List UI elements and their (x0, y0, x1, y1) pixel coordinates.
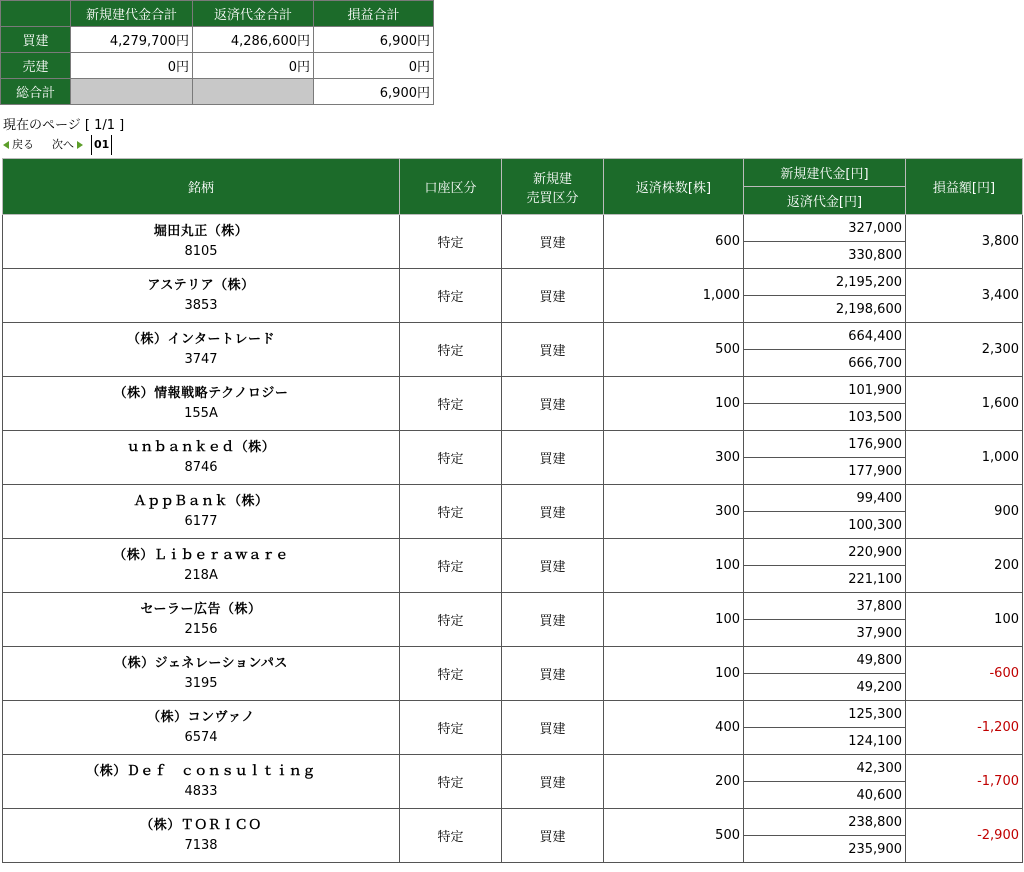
summary-header-close: 返済代金合計 (193, 1, 314, 27)
stock-name[interactable]: 堀田丸正（株） (153, 223, 249, 239)
stock-code: 3853 (184, 297, 218, 313)
stock-cell (3, 485, 400, 539)
account-type: 特定 (400, 539, 502, 593)
stock-code: 8746 (184, 459, 218, 475)
summary-row-label: 買建 (1, 27, 71, 53)
table-row (3, 485, 1023, 512)
open-amount: 664,400 (744, 323, 906, 350)
close-amount: 666,700 (744, 350, 906, 377)
close-amount: 235,900 (744, 836, 906, 863)
stock-cell (3, 215, 400, 269)
account-type: 特定 (400, 701, 502, 755)
trade-type: 買建 (502, 809, 604, 863)
close-amount: 37,900 (744, 620, 906, 647)
summary-cell: 0円 (314, 53, 434, 79)
stock-cell (3, 755, 400, 809)
summary-corner (1, 1, 71, 27)
summary-row-buy (1, 27, 434, 53)
open-amount: 125,300 (744, 701, 906, 728)
trade-type: 買建 (502, 323, 604, 377)
summary-cell: 0円 (71, 53, 193, 79)
summary-cell: 4,286,600円 (193, 27, 314, 53)
stock-code: 3195 (184, 675, 218, 691)
close-amount: 221,100 (744, 566, 906, 593)
stock-cell (3, 593, 400, 647)
stock-code: 4833 (184, 783, 218, 799)
triangle-left-icon (3, 141, 9, 149)
stock-cell (3, 377, 400, 431)
open-amount: 101,900 (744, 377, 906, 404)
account-type: 特定 (400, 593, 502, 647)
close-shares: 300 (604, 431, 744, 485)
open-amount: 99,400 (744, 485, 906, 512)
account-type: 特定 (400, 809, 502, 863)
account-type: 特定 (400, 647, 502, 701)
account-type: 特定 (400, 485, 502, 539)
stock-cell (3, 701, 400, 755)
profit-loss: 3,400 (906, 269, 1023, 323)
profit-loss: -600 (906, 647, 1023, 701)
account-type: 特定 (400, 323, 502, 377)
profit-loss: -1,700 (906, 755, 1023, 809)
open-amount: 2,195,200 (744, 269, 906, 296)
stock-name[interactable]: セーラー広告（株） (140, 601, 262, 617)
table-row (3, 809, 1023, 836)
summary-table (0, 0, 434, 105)
summary-cell: 6,900円 (314, 79, 434, 105)
trade-type: 買建 (502, 647, 604, 701)
stock-name[interactable]: （株）Ｄｅｆ ｃｏｎｓｕｌｔｉｎｇ (86, 763, 316, 779)
table-row (3, 755, 1023, 782)
summary-cell: 6,900円 (314, 27, 434, 53)
close-shares: 600 (604, 215, 744, 269)
header-trade (502, 159, 604, 215)
stock-code: 6574 (184, 729, 218, 745)
close-shares: 300 (604, 485, 744, 539)
open-amount: 42,300 (744, 755, 906, 782)
summary-row-label: 売建 (1, 53, 71, 79)
header-trade-line2: 売買区分 (526, 190, 579, 206)
close-shares: 1,000 (604, 269, 744, 323)
header-account: 口座区分 (400, 159, 502, 215)
close-amount: 40,600 (744, 782, 906, 809)
stock-code: 8105 (184, 243, 218, 259)
close-amount: 177,900 (744, 458, 906, 485)
table-row (3, 377, 1023, 404)
stock-code: 155A (184, 405, 218, 421)
stock-cell (3, 539, 400, 593)
account-type: 特定 (400, 431, 502, 485)
header-pl: 損益額[円] (906, 159, 1023, 215)
stock-cell (3, 431, 400, 485)
close-amount: 100,300 (744, 512, 906, 539)
stock-cell (3, 647, 400, 701)
open-amount: 176,900 (744, 431, 906, 458)
trade-type: 買建 (502, 701, 604, 755)
open-amount: 238,800 (744, 809, 906, 836)
summary-row-total (1, 79, 434, 105)
header-name: 銘柄 (3, 159, 400, 215)
current-page-label: 現在のページ [ 1/1 ] (3, 118, 125, 133)
open-amount: 327,000 (744, 215, 906, 242)
table-row (3, 431, 1023, 458)
stock-code: 2156 (184, 621, 218, 637)
stock-code: 3747 (184, 351, 218, 367)
summary-row-sell (1, 53, 434, 79)
trade-type: 買建 (502, 485, 604, 539)
close-amount: 2,198,600 (744, 296, 906, 323)
close-shares: 100 (604, 593, 744, 647)
pagination (3, 117, 124, 155)
profit-loss: 900 (906, 485, 1023, 539)
close-amount: 49,200 (744, 674, 906, 701)
table-row (3, 269, 1023, 296)
table-row (3, 593, 1023, 620)
profit-loss: 100 (906, 593, 1023, 647)
trade-type: 買建 (502, 377, 604, 431)
close-amount: 330,800 (744, 242, 906, 269)
trade-type: 買建 (502, 539, 604, 593)
profit-loss: 2,300 (906, 323, 1023, 377)
profit-loss: -2,900 (906, 809, 1023, 863)
stock-code: 6177 (184, 513, 218, 529)
profit-loss: 1,000 (906, 431, 1023, 485)
stock-name[interactable]: （株）Ｌｉｂｅｒａｗａｒｅ (113, 547, 289, 563)
header-trade-line1: 新規建 (532, 171, 572, 187)
profit-loss: 3,800 (906, 215, 1023, 269)
page-number-link[interactable]: 01 (91, 135, 112, 155)
trade-type: 買建 (502, 269, 604, 323)
trade-type: 買建 (502, 755, 604, 809)
trade-type: 買建 (502, 593, 604, 647)
stock-name[interactable]: （株）インタートレード (127, 331, 275, 347)
header-open-amount: 新規建代金[円] (744, 159, 906, 187)
trade-type: 買建 (502, 215, 604, 269)
stock-name[interactable]: （株）ＴＯＲＩＣＯ (140, 817, 262, 833)
summary-header-open: 新規建代金合計 (71, 1, 193, 27)
open-amount: 220,900 (744, 539, 906, 566)
table-row (3, 215, 1023, 242)
stock-code: 218A (184, 567, 218, 583)
summary-cell: 4,279,700円 (71, 27, 193, 53)
positions-table (2, 158, 1023, 863)
open-amount: 49,800 (744, 647, 906, 674)
close-shares: 200 (604, 755, 744, 809)
close-shares: 100 (604, 377, 744, 431)
table-row (3, 701, 1023, 728)
summary-cell-empty (71, 79, 193, 105)
account-type: 特定 (400, 377, 502, 431)
triangle-right-icon (77, 141, 83, 149)
profit-loss: -1,200 (906, 701, 1023, 755)
header-close-amount: 返済代金[円] (744, 187, 906, 215)
table-row (3, 539, 1023, 566)
summary-cell: 0円 (193, 53, 314, 79)
trade-type: 買建 (502, 431, 604, 485)
stock-cell (3, 323, 400, 377)
close-amount: 124,100 (744, 728, 906, 755)
table-row (3, 647, 1023, 674)
close-shares: 500 (604, 809, 744, 863)
summary-cell-empty (193, 79, 314, 105)
account-type: 特定 (400, 269, 502, 323)
profit-loss: 1,600 (906, 377, 1023, 431)
open-amount: 37,800 (744, 593, 906, 620)
stock-name[interactable]: ｕｎｂａｎｋｅｄ（株） (126, 439, 276, 455)
stock-name[interactable]: アステリア（株） (147, 277, 255, 293)
close-shares: 400 (604, 701, 744, 755)
summary-header-row (1, 1, 434, 27)
summary-header-pl: 損益合計 (314, 1, 434, 27)
header-shares: 返済株数[株] (604, 159, 744, 215)
stock-name[interactable]: （株）コンヴァノ (147, 709, 255, 725)
next-page-link[interactable]: 次へ (52, 138, 74, 151)
close-amount: 103,500 (744, 404, 906, 431)
profit-loss: 200 (906, 539, 1023, 593)
close-shares: 100 (604, 647, 744, 701)
close-shares: 100 (604, 539, 744, 593)
close-shares: 500 (604, 323, 744, 377)
stock-cell (3, 269, 400, 323)
stock-code: 7138 (184, 837, 218, 853)
table-row (3, 323, 1023, 350)
stock-name[interactable]: （株）ジェネレーションパス (114, 655, 288, 671)
prev-page-link[interactable]: 戻る (12, 138, 34, 151)
stock-name[interactable]: ＡｐｐＢａｎｋ（株） (133, 493, 269, 509)
account-type: 特定 (400, 215, 502, 269)
stock-name[interactable]: （株）情報戦略テクノロジー (113, 385, 289, 401)
summary-row-label: 総合計 (1, 79, 71, 105)
table-header-row (3, 159, 1023, 187)
stock-cell (3, 809, 400, 863)
account-type: 特定 (400, 755, 502, 809)
